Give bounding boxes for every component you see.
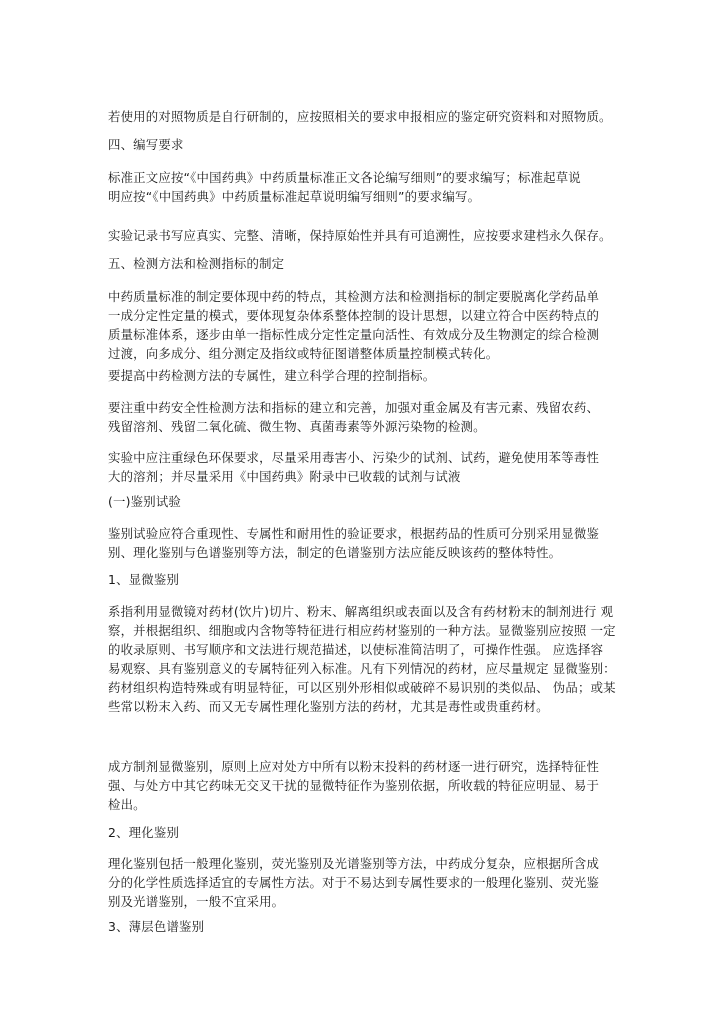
text-line: 质量标准体系，逐步由单一指标性成分定性定量向活性、有效成分及生物测定的综合检测	[108, 327, 600, 342]
text-line: 四、编写要求	[108, 137, 184, 152]
heading-detection-methods	[108, 254, 613, 273]
text-line: 一成分定性定量的模式，要体现复杂体系整体控制的设计思想，以建立符合中医药特点的	[108, 308, 600, 323]
text-line: 明应按“《中国药典》中药质量标准起草说明编写细则”的要求编写。	[108, 189, 481, 204]
heading-microscopic-identification	[108, 570, 613, 589]
text-line: 理化鉴别包括一般理化鉴别，荧光鉴别及光谱鉴别等方法，中药成分复杂，应根据所含成	[108, 856, 600, 871]
text-line: 若使用的对照物质是自行研制的，应按照相关的要求申报相应的鉴定研究资料和对照物质。	[108, 109, 612, 124]
text-line: 1、显微鉴别	[108, 572, 180, 587]
text-line: 鉴别试验应符合重现性、专属性和耐用性的验证要求，根据药品的性质可分别采用显微鉴	[108, 526, 600, 541]
paragraph-green-reagents	[108, 448, 613, 486]
paragraph-specificity	[108, 366, 613, 385]
text-line: 过渡，向多成分、组分测定及指纹或特征图谱整体质量控制模式转化。	[108, 346, 499, 361]
text-line: 分的化学性质选择适宜的专属性方法。对于不易达到专属性要求的一般理化鉴别、荧光鉴	[108, 875, 600, 890]
text-line: 些常以粉末入药、而又无专属性理化鉴别方法的药材，尤其是毒性或贵重药材。	[108, 699, 549, 714]
heading-identification-test	[108, 492, 613, 511]
paragraph-microscopic-definition	[108, 602, 616, 716]
paragraph-standard-text	[108, 168, 613, 206]
text-line: 要提高中药检测方法的专属性，建立科学合理的控制指标。	[108, 368, 436, 383]
text-line: 系指利用显微镜对药材(饮片)切片、粉末、解离组织或表面以及含有药材粉末的制剂进行 观	[108, 604, 614, 619]
heading-tlc-identification	[108, 917, 613, 936]
paragraph-lab-records	[108, 226, 613, 245]
text-line: 成方制剂显微鉴别，原则上应对处方中所有以粉末投料的药材逐一进行研究，选择特征性	[108, 759, 600, 774]
text-line: 察，并根据组织、细胞或内含物等特征进行相应药材鉴别的一种方法。显微鉴别应按照 一定	[108, 623, 616, 638]
paragraph-compound-preparation	[108, 757, 613, 814]
text-line: 3、薄层色谱鉴别	[108, 919, 205, 934]
paragraph-physicochemical-methods	[108, 854, 613, 911]
text-line: 要注重中药安全性检测方法和指标的建立和完善，加强对重金属及有害元素、残留农药、	[108, 400, 600, 415]
text-line: 标准正文应按“《中国药典》中药质量标准正文各论编写细则”的要求编写；标准起草说	[108, 170, 581, 185]
paragraph-reference-substance	[108, 107, 613, 126]
text-line: 实验记录书写应真实、完整、清晰，保持原始性并具有可追溯性，应按要求建档永久保存。	[108, 228, 612, 243]
text-line: 的收录原则、书写顺序和文法进行规范描述，以使标准简洁明了，可操作性强。 应选择容	[108, 642, 604, 657]
text-line: 别及光谱鉴别，一般不宜采用。	[108, 894, 285, 909]
text-line: 检出。	[108, 797, 146, 812]
paragraph-identification-requirements	[108, 524, 613, 562]
text-line: 易观察、具有鉴别意义的专属特征列入标准。凡有下列情况的药材，应尽量规定 显微鉴别：	[108, 661, 616, 676]
text-line: 别、理化鉴别与色谱鉴别等方法，制定的色谱鉴别方法应能反映该药的整体特性。	[108, 545, 562, 560]
text-line: 残留溶剂、残留二氧化硫、微生物、真菌毒素等外源污染物的检测。	[108, 419, 486, 434]
text-line: 药材组织构造特殊或有明显特征，可以区别外形相似或破碎不易识别的类似品、 伪品；或某	[108, 680, 616, 695]
text-line: 强、与处方中其它药味无交叉干扰的显微特征作为鉴别依据，所收载的特征应明显、易于	[108, 778, 600, 793]
paragraph-quality-standard	[108, 287, 613, 363]
text-line: 2、理化鉴别	[108, 825, 180, 840]
text-line: 实验中应注重绿色环保要求，尽量采用毒害小、污染少的试剂、试药，避免使用苯等毒性	[108, 450, 600, 465]
heading-writing-requirements	[108, 135, 613, 154]
text-line: 大的溶剂；并尽量采用《中国药典》附录中已收载的试剂与试液	[108, 469, 461, 484]
text-line: 五、检测方法和检测指标的制定	[108, 256, 285, 271]
text-line: (一)鉴别试验	[108, 494, 182, 509]
text-line: 中药质量标准的制定要体现中药的特点，其检测方法和检测指标的制定要脱离化学药品单	[108, 289, 600, 304]
paragraph-safety-testing	[108, 398, 613, 436]
heading-physicochemical-identification	[108, 823, 613, 842]
